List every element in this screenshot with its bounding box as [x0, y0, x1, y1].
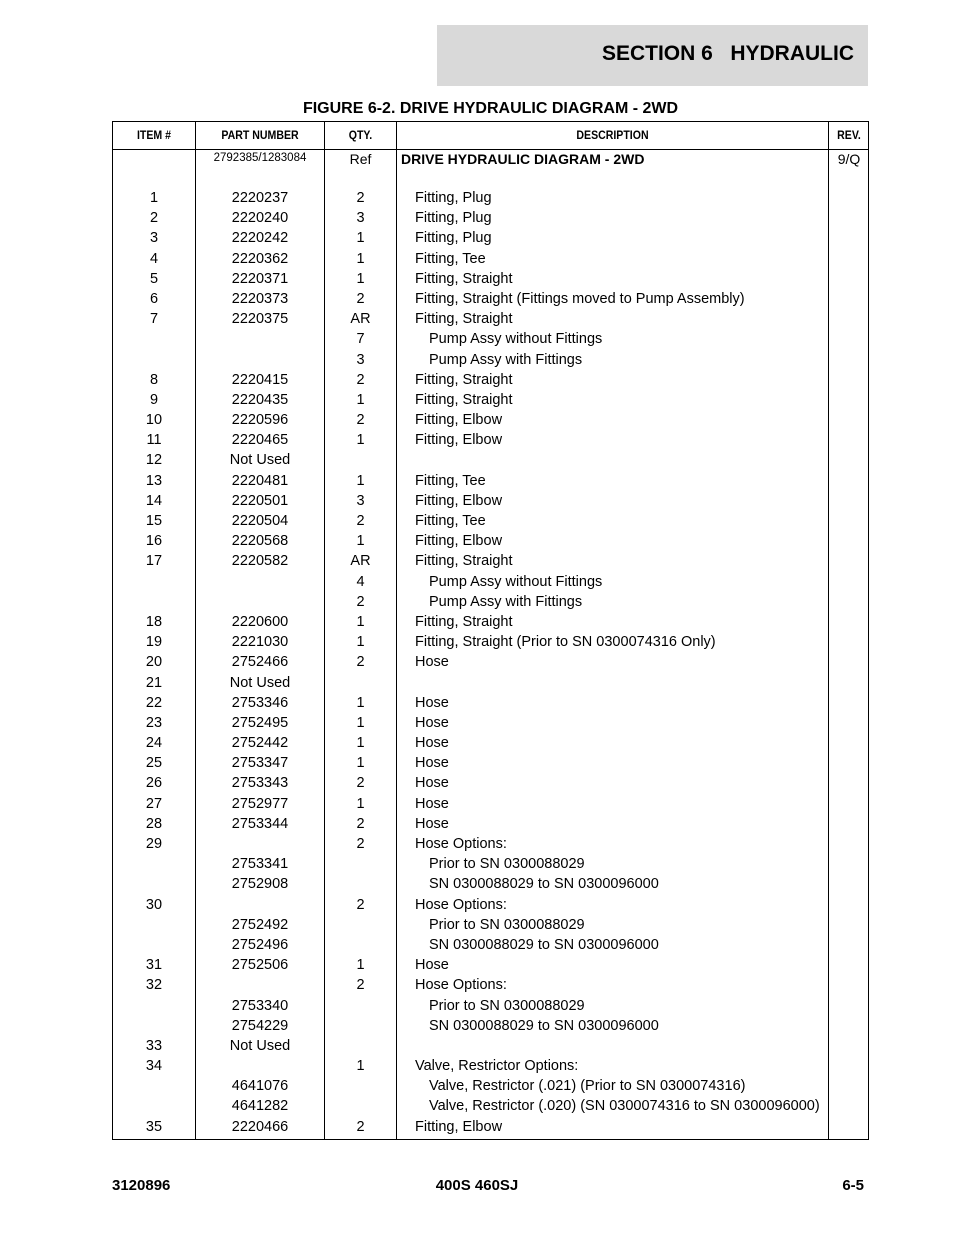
- item-number: 30: [145, 896, 163, 913]
- description: Hose Options:: [415, 896, 507, 913]
- quantity: 2: [356, 977, 365, 994]
- quantity: 2: [356, 1118, 365, 1135]
- item-number: 34: [145, 1058, 163, 1075]
- quantity: 1: [356, 694, 365, 711]
- description: Fitting, Plug: [415, 210, 492, 227]
- table-row: [113, 473, 868, 493]
- part-number: 2752908: [231, 876, 289, 893]
- quantity: 1: [356, 1058, 365, 1075]
- description: Fitting, Straight: [415, 553, 513, 570]
- part-number: Not Used: [229, 452, 291, 469]
- description: SN 0300088029 to SN 0300096000: [429, 876, 659, 893]
- table-row: [113, 634, 868, 654]
- table-row: [113, 675, 868, 695]
- description: Valve, Restrictor Options:: [415, 1058, 579, 1075]
- table-row: [113, 755, 868, 775]
- item-number: 20: [145, 654, 163, 671]
- table-row: [113, 735, 868, 755]
- quantity: 2: [356, 896, 365, 913]
- description: Fitting, Straight: [415, 311, 513, 328]
- part-number: 2752495: [231, 714, 289, 731]
- item-number: 24: [145, 735, 163, 752]
- description: Hose: [415, 815, 449, 832]
- part-number: Not Used: [229, 1037, 291, 1054]
- footer-page-number: 6-5: [842, 1177, 864, 1194]
- part-number: 2753340: [231, 997, 289, 1014]
- quantity: 1: [356, 634, 365, 651]
- part-number: 2220375: [231, 311, 289, 328]
- quantity: 1: [356, 533, 365, 550]
- table-row: [113, 271, 868, 291]
- part-number: 2220242: [231, 230, 289, 247]
- table-row: [113, 574, 868, 594]
- table-row: [113, 796, 868, 816]
- item-number: 21: [145, 674, 163, 691]
- item-number: 1: [149, 190, 159, 206]
- description: Fitting, Straight (Prior to SN 0300074316 Only): [415, 634, 716, 651]
- description: Hose Options:: [415, 836, 507, 852]
- quantity: 1: [356, 432, 365, 449]
- table-row: [113, 1018, 868, 1038]
- quantity: 2: [356, 593, 365, 610]
- table-row: [113, 251, 868, 271]
- item-number: 7: [149, 311, 159, 328]
- item-number: 9: [149, 391, 159, 408]
- item-number: 32: [145, 977, 163, 994]
- part-number: 2752506: [231, 957, 289, 974]
- table-row: [113, 311, 868, 331]
- table-row: [113, 331, 868, 351]
- table-row: [113, 594, 868, 614]
- item-number: 16: [145, 533, 163, 550]
- header-item: ITEM #: [136, 128, 172, 142]
- description: Fitting, Plug: [415, 190, 492, 206]
- item-number: 25: [145, 755, 163, 772]
- description: Fitting, Straight (Fittings moved to Pump Assembly): [415, 290, 745, 307]
- item-number: 17: [145, 553, 163, 570]
- item-number: 5: [149, 270, 159, 287]
- quantity: 1: [356, 230, 365, 247]
- footer-document-number: 3120896: [112, 1177, 171, 1194]
- table-row: [113, 917, 868, 937]
- quantity: AR: [350, 311, 371, 328]
- item-number: 31: [145, 957, 163, 974]
- section-title: SECTION 6 HYDRAULIC: [601, 42, 854, 65]
- item-number: 10: [145, 412, 163, 429]
- item-number: 28: [145, 815, 163, 832]
- description: Fitting, Elbow: [415, 1118, 503, 1135]
- quantity: 2: [356, 513, 365, 529]
- description: Fitting, Straight: [415, 270, 513, 287]
- description: Fitting, Plug: [415, 230, 492, 247]
- part-number: 4641076: [231, 1078, 289, 1095]
- table-row: [113, 432, 868, 452]
- table-row: [113, 876, 868, 896]
- description: Pump Assy without Fittings: [429, 573, 603, 590]
- description: Fitting, Tee: [415, 513, 486, 529]
- item-number: 8: [149, 371, 159, 388]
- description: Hose: [415, 957, 449, 974]
- table-row: [113, 937, 868, 957]
- item-number: 26: [145, 775, 163, 792]
- table-row: [113, 452, 868, 472]
- table-row: [113, 695, 868, 715]
- quantity: 1: [356, 755, 365, 772]
- table-row: [113, 856, 868, 876]
- table-row: [113, 1098, 868, 1118]
- item-number: 27: [145, 795, 163, 812]
- table-row: [113, 291, 868, 311]
- quantity: 1: [356, 957, 365, 974]
- part-number: 2220237: [231, 190, 289, 206]
- item-number: 11: [146, 432, 162, 449]
- part-number: 2220504: [231, 513, 289, 529]
- table-row: [113, 1038, 868, 1058]
- item-number: 22: [145, 694, 163, 711]
- part-number: 2220596: [231, 412, 289, 429]
- quantity: 1: [356, 472, 365, 489]
- table-row: [113, 190, 868, 210]
- part-number: Not Used: [229, 674, 291, 691]
- quantity: 2: [356, 836, 365, 852]
- description: SN 0300088029 to SN 0300096000: [429, 936, 659, 953]
- table-row: [113, 1078, 868, 1098]
- item-number: 3: [149, 230, 159, 247]
- part-number: 2220371: [231, 270, 289, 287]
- quantity: 3: [356, 492, 365, 509]
- quantity: 1: [356, 270, 365, 287]
- part-number: 4641282: [231, 1098, 289, 1115]
- part-number: 2220466: [231, 1118, 289, 1135]
- description: Fitting, Elbow: [415, 412, 503, 429]
- part-number: 2220600: [231, 613, 289, 630]
- item-number: 4: [149, 250, 159, 267]
- quantity: 2: [356, 654, 365, 671]
- table-row: [113, 1119, 868, 1139]
- table-row: [113, 1058, 868, 1078]
- description: Fitting, Straight: [415, 613, 513, 630]
- description: SN 0300088029 to SN 0300096000: [429, 1017, 659, 1034]
- table-row-reference: [113, 150, 868, 190]
- header-description: DESCRIPTION: [576, 128, 649, 142]
- description: Fitting, Straight: [415, 391, 513, 408]
- header-qty: QTY.: [348, 128, 373, 142]
- item-number: 23: [145, 714, 163, 731]
- parts-table: [112, 121, 869, 1140]
- part-number: 2220501: [231, 492, 289, 509]
- header-part-number: PART NUMBER: [221, 128, 299, 142]
- description: Hose Options:: [415, 977, 507, 994]
- description: Fitting, Elbow: [415, 533, 503, 550]
- part-number: 2220362: [231, 250, 289, 267]
- description: Hose: [415, 714, 449, 731]
- item-number: 35: [145, 1118, 163, 1135]
- description: Fitting, Tee: [415, 472, 486, 489]
- footer-model: 400S 460SJ: [435, 1177, 519, 1194]
- description: Fitting, Straight: [415, 371, 513, 388]
- quantity: 2: [356, 775, 365, 792]
- part-number: 2792385/1283084: [213, 152, 307, 164]
- part-number: 2753344: [231, 815, 289, 832]
- quantity: AR: [350, 553, 371, 570]
- quantity: 3: [356, 351, 365, 368]
- table-row: [113, 897, 868, 917]
- table-row: [113, 533, 868, 553]
- quantity: 1: [356, 735, 365, 752]
- part-number: 2220435: [231, 391, 289, 408]
- item-number: 14: [145, 492, 163, 509]
- table-row: [113, 836, 868, 856]
- description: Prior to SN 0300088029: [429, 856, 585, 873]
- quantity: 2: [356, 815, 365, 832]
- part-number: 2752977: [231, 795, 289, 812]
- table-row: [113, 957, 868, 977]
- part-number: 2220568: [231, 533, 289, 550]
- part-number: 2220481: [231, 472, 289, 489]
- description: Hose: [415, 694, 449, 711]
- part-number: 2220465: [231, 432, 289, 449]
- part-number: 2753347: [231, 755, 289, 772]
- table-row: [113, 654, 868, 674]
- part-number: 2752496: [231, 936, 289, 953]
- revision: 9/Q: [837, 151, 861, 167]
- description: Hose: [415, 735, 449, 752]
- quantity: 4: [356, 573, 365, 590]
- table-row: [113, 372, 868, 392]
- item-number: 15: [145, 513, 163, 529]
- table-row: [113, 553, 868, 573]
- quantity: 1: [356, 250, 365, 267]
- item-number: 29: [145, 836, 163, 852]
- table-row: [113, 614, 868, 634]
- part-number: 2220582: [231, 553, 289, 570]
- description: Hose: [415, 755, 449, 772]
- table-row: [113, 412, 868, 432]
- part-number: 2752466: [231, 654, 289, 671]
- table-row: [113, 230, 868, 250]
- section-header-box: [437, 25, 868, 86]
- part-number: 2220415: [231, 371, 289, 388]
- table-row: [113, 210, 868, 230]
- table-row: [113, 977, 868, 997]
- description: Fitting, Elbow: [415, 432, 503, 449]
- item-number: 18: [145, 613, 163, 630]
- table-row: [113, 998, 868, 1018]
- figure-title: FIGURE 6-2. DRIVE HYDRAULIC DIAGRAM - 2WD: [302, 100, 679, 117]
- quantity: 1: [356, 613, 365, 630]
- quantity: 1: [356, 714, 365, 731]
- description: Fitting, Tee: [415, 250, 486, 267]
- item-number: 33: [145, 1037, 163, 1054]
- part-number: 2753343: [231, 775, 289, 792]
- description: Pump Assy with Fittings: [429, 593, 583, 610]
- quantity: 2: [356, 290, 365, 307]
- quantity: 2: [356, 412, 365, 429]
- description: DRIVE HYDRAULIC DIAGRAM - 2WD: [401, 151, 645, 167]
- description: Fitting, Elbow: [415, 492, 503, 509]
- description: Hose: [415, 795, 449, 812]
- quantity: Ref: [349, 151, 372, 167]
- table-row: [113, 352, 868, 372]
- description: Hose: [415, 654, 449, 671]
- part-number: 2221030: [231, 634, 289, 651]
- part-number: 2754229: [231, 1017, 289, 1034]
- header-rev: REV.: [837, 128, 861, 142]
- table-row: [113, 775, 868, 795]
- item-number: 13: [145, 472, 163, 489]
- item-number: 12: [145, 452, 163, 469]
- quantity: 7: [356, 331, 365, 348]
- table-body: [113, 150, 868, 1139]
- item-number: 2: [149, 210, 159, 227]
- part-number: 2753346: [231, 694, 289, 711]
- quantity: 1: [356, 391, 365, 408]
- quantity: 2: [356, 190, 365, 206]
- part-number: 2220240: [231, 210, 289, 227]
- part-number: 2752442: [231, 735, 289, 752]
- table-row: [113, 493, 868, 513]
- description: Valve, Restrictor (.020) (SN 0300074316 to SN 0300096000): [429, 1098, 820, 1115]
- quantity: 3: [356, 210, 365, 227]
- item-number: 6: [149, 290, 159, 307]
- table-row: [113, 715, 868, 735]
- table-row: [113, 513, 868, 533]
- description: Pump Assy with Fittings: [429, 351, 583, 368]
- part-number: 2753341: [231, 856, 289, 873]
- part-number: 2220373: [231, 290, 289, 307]
- quantity: 2: [356, 371, 365, 388]
- description: Valve, Restrictor (.021) (Prior to SN 0300074316): [429, 1078, 746, 1095]
- table-row: [113, 392, 868, 412]
- description: Prior to SN 0300088029: [429, 997, 585, 1014]
- item-number: 19: [145, 634, 163, 651]
- description: Hose: [415, 775, 449, 792]
- description: Prior to SN 0300088029: [429, 916, 585, 933]
- table-row: [113, 816, 868, 836]
- description: Pump Assy without Fittings: [429, 331, 603, 348]
- part-number: 2752492: [231, 916, 289, 933]
- quantity: 1: [356, 795, 365, 812]
